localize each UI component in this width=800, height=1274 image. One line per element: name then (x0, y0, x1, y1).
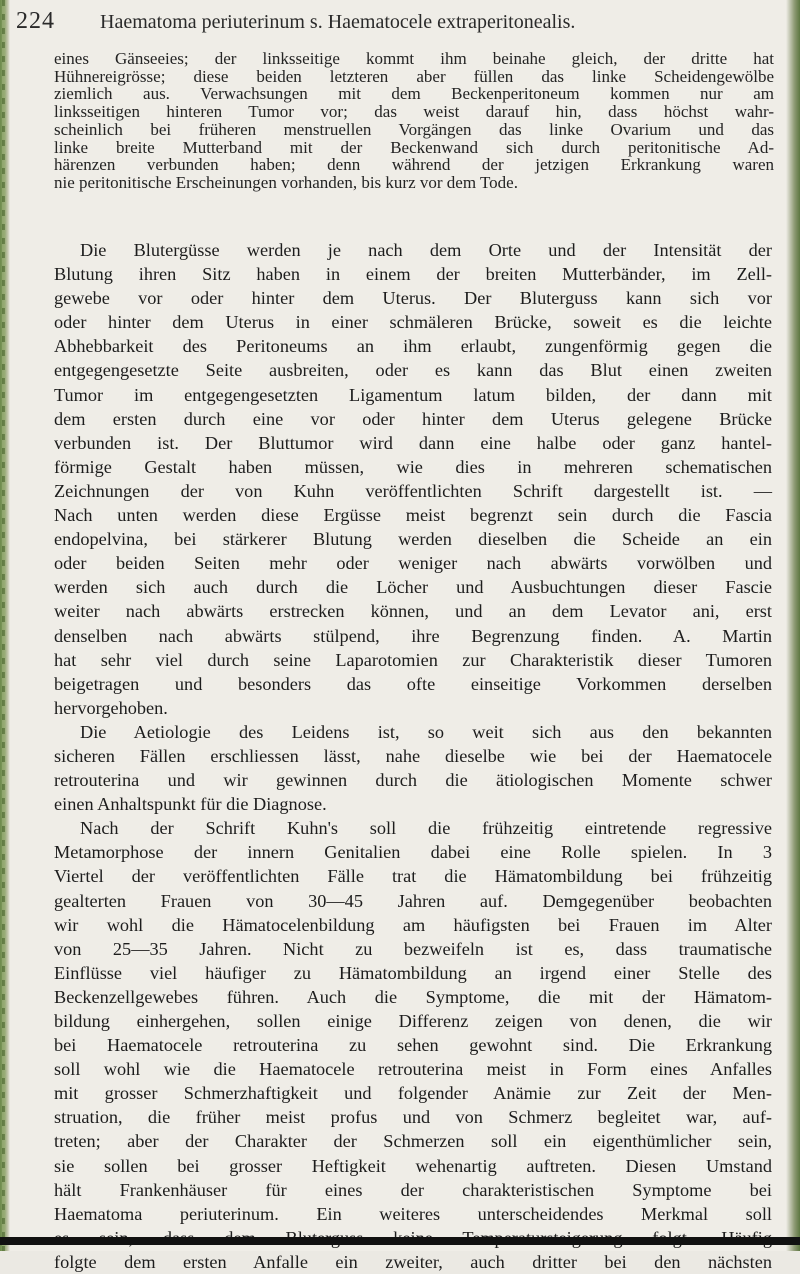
page-left-edge (0, 0, 10, 1251)
text-line: scheinlich bei früheren menstruellen Vorgängen das linke Ovarium und das (54, 119, 774, 139)
text-line: linksseitigen hinteren Tumor vor; das weist darauf hin, dass höchst wahr- (54, 102, 774, 122)
text-line: ziemlich aus. Verwachsungen mit dem Beckenperitoneum kommen nur am (54, 84, 774, 104)
text-line: treten; aber der Charakter der Schmerzen soll ein eigenthümlicher sein, (54, 1131, 772, 1152)
text-line: Haematoma periuterinum. Ein weiteres unterscheidendes Merkmal soll (54, 1203, 772, 1224)
text-line: bildung einhergehen, sollen einige Differenz zeigen von denen, die wir (54, 1011, 772, 1031)
text-line: Die Aetiologie des Leidens ist, so weit sich aus den bekannten (80, 721, 772, 742)
text-line: hat sehr viel durch seine Laparotomien zur Charakteristik dieser Tumoren (54, 649, 772, 670)
text-line: bei Haematocele retrouterina zu sehen gewohnt sind. Die Erkrankung (54, 1035, 772, 1056)
body-text (54, 238, 772, 1274)
text-line: Nach der Schrift Kuhn's soll die frühzeitig eintretende regressive (80, 818, 772, 839)
page-right-edge (786, 0, 800, 1251)
page-number: 224 (16, 8, 55, 34)
text-line: oder hinter dem Uterus in einer schmäleren Brücke, soweit es die leichte (54, 312, 772, 333)
text-line: sicheren Fällen erschliessen lässt, nahe dieselbe wie bei der Haematocele (54, 745, 772, 766)
text-line: linke breite Mutterband mit der Beckenwand sich durch peritonitische Ad- (54, 137, 774, 157)
text-line: Abhebbarkeit des Peritoneums an ihm erlaubt, zungenförmig gegen die (54, 336, 772, 357)
text-line: endopelvina, bei stärkerer Blutung werden dieselben die Scheide an ein (54, 529, 772, 550)
text-line: gealterten Frauen von 30—45 Jahren auf. Demgegenüber beobachten (54, 890, 772, 911)
text-line: folgte dem ersten Anfalle ein zweiter, auch dritter bei den nächsten (54, 1251, 772, 1272)
text-line: Beckenzellgewebes führen. Auch die Symptome, die mit der Hämatom- (54, 986, 772, 1007)
text-line: Nach unten werden diese Ergüsse meist begrenzt sein durch die Fascia (54, 505, 772, 526)
text-line: struation, die früher meist profus und von Schmerz begleitet war, auf- (54, 1107, 772, 1128)
text-line: Einflüsse viel häufiger zu Hämatombildung an irgend einer Stelle des (54, 962, 772, 983)
text-line: von 25—35 Jahren. Nicht zu bezweifeln ist es, dass traumatische (54, 938, 772, 959)
small-print-block (54, 50, 774, 192)
text-line: oder beiden Seiten mehr oder weniger nach abwärts vorwölben und (54, 553, 772, 574)
text-line: entgegengesetzte Seite ausbreiten, oder es kann das Blut einen zweiten (54, 360, 772, 381)
text-line: weiter nach abwärts erstrecken können, und an dem Levator ani, erst (54, 601, 772, 622)
text-line: Metamorphose der innern Genitalien dabei eine Rolle spielen. In 3 (54, 842, 772, 863)
bottom-divider (0, 1237, 800, 1245)
text-line: hervorgehoben. (54, 697, 168, 718)
text-line: Hühnereigrösse; diese beiden letzteren aber füllen das linke Scheidengewölbe (54, 66, 774, 86)
text-line: werden sich auch durch die Löcher und Ausbuchtungen dieser Fascie (54, 577, 772, 598)
text-line: dem ersten durch eine vor oder hinter dem Uterus gelegene Brücke (54, 408, 772, 429)
text-line: Die Blutergüsse werden je nach dem Orte und der Intensität der (80, 240, 772, 260)
text-line: soll wohl wie die Haematocele retrouterina meist in Form eines Anfalles (54, 1059, 772, 1080)
text-line: hält Frankenhäuser für eines der charakteristischen Symptome bei (54, 1179, 772, 1200)
text-line: förmige Gestalt haben müssen, wie dies in mehreren schematischen (54, 456, 772, 477)
text-line: verbunden ist. Der Bluttumor wird dann eine halbe oder ganz hantel- (54, 432, 772, 453)
text-line: Blutung ihren Sitz haben in einem der breiten Mutterbänder, im Zell- (54, 264, 772, 285)
text-line: einen Anhaltspunkt für die Diagnose. (54, 794, 327, 815)
text-line: mit grosser Schmerzhaftigkeit und folgender Anämie zur Zeit der Men- (54, 1083, 772, 1104)
text-line: Viertel der veröffentlichten Fälle trat die Hämatombildung bei frühzeitig (54, 866, 772, 887)
text-line: eines Gänseeies; der linksseitige kommt ihm beinahe gleich, der dritte hat (54, 49, 774, 68)
text-line: härenzen verbunden haben; denn während der jetzigen Erkrankung waren (54, 155, 774, 175)
text-line: Tumor im entgegengesetzten Ligamentum latum bilden, der dann mit (54, 384, 772, 405)
text-line: Zeichnungen der von Kuhn veröffentlichten Schrift dargestellt ist. — (54, 480, 772, 501)
page-header (16, 6, 776, 38)
text-line: retrouterina und wir gewinnen durch die ätiologischen Momente schwer (54, 770, 772, 791)
text-line: nie peritonitische Erscheinungen vorhanden, bis kurz vor dem Tode. (54, 172, 518, 192)
text-line: beigetragen und besonders das ofte einseitige Vorkommen derselben (54, 673, 772, 694)
text-line: wir wohl die Hämatocelenbildung am häufigsten bei Frauen im Alter (54, 914, 772, 935)
running-head: Haematoma periuterinum s. Haematocele extraperitonealis. (100, 11, 576, 33)
text-line: denselben nach abwärts stülpend, ihre Begrenzung finden. A. Martin (54, 625, 772, 646)
text-line: sie sollen bei grosser Heftigkeit wehenartig auftreten. Diesen Umstand (54, 1155, 772, 1176)
text-line: gewebe vor oder hinter dem Uterus. Der Bluterguss kann sich vor (54, 288, 772, 309)
